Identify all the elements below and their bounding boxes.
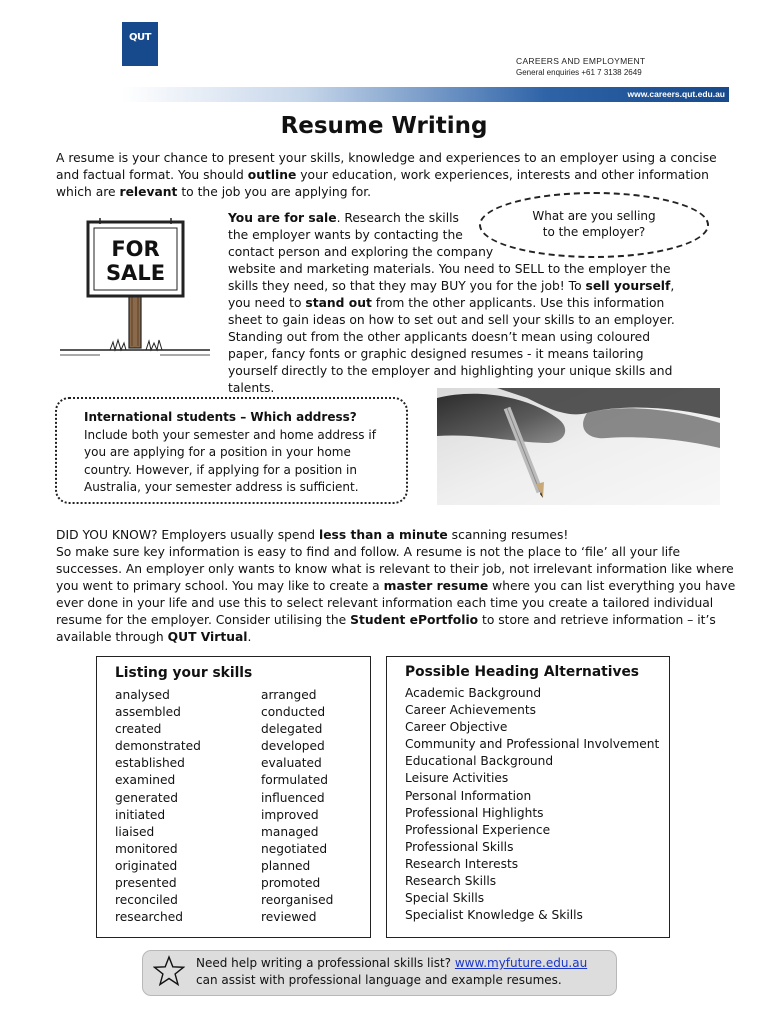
skill-item: reorganised xyxy=(261,893,334,908)
skill-item: assembled xyxy=(115,705,181,720)
heading-alternative-item: Specialist Knowledge & Skills xyxy=(405,908,583,923)
skills-heading: Listing your skills xyxy=(115,665,253,681)
skill-item: evaluated xyxy=(261,756,322,771)
page-title: Resume Writing xyxy=(280,113,488,139)
skill-item: originated xyxy=(115,858,178,873)
for-sale-sign-icon xyxy=(60,218,210,363)
heading-alternative-item: Personal Information xyxy=(405,788,532,803)
myfuture-link[interactable]: www.myfuture.edu.au xyxy=(454,956,588,970)
org-name: CAREERS AND EMPLOYMENT xyxy=(516,56,646,66)
skill-item: reconciled xyxy=(115,893,178,908)
heading-alternative-item: Educational Background xyxy=(405,754,554,769)
skill-item: established xyxy=(115,756,185,771)
skill-item: examined xyxy=(115,773,176,788)
skill-item: conducted xyxy=(261,705,326,720)
heading-alternative-item: Professional Skills xyxy=(405,839,514,854)
skill-item: arranged xyxy=(261,688,317,702)
did-you-know-paragraph: DID YOU KNOW? Employers usually spend less than a minute scanning resumes! So make sure key information is easy to find and follow. A resume is not the place to ‘file’ all your life successes. An employer only wants to know what is relevant to their job, not irrelevant information like where you went to primary school. You may like to create a master resume where you can list everything you have ever done in your life and use this to select relevant information each time you create a tailored individual resume for the employer. Consider utilising the Student ePortfolio to store and retrieve information – it’s available through QUT Virtual. xyxy=(56,528,736,644)
skill-item: negotiated xyxy=(261,841,328,856)
international-body: Include both your semester and home address if you are applying for a position in your home country. However, if applying for a position in Australia, your semester address is sufficient. xyxy=(84,427,376,494)
enquiries-phone: General enquiries +61 7 3138 2649 xyxy=(516,68,642,77)
skill-item: generated xyxy=(115,790,178,805)
heading-alternative-item: Career Objective xyxy=(405,720,508,735)
pencil-photo xyxy=(437,388,720,505)
headings-list xyxy=(405,685,659,924)
skill-item: researched xyxy=(115,910,183,925)
heading-alternative-item: Community and Professional Involvement xyxy=(405,737,660,752)
heading-alternative-item: Leisure Activities xyxy=(405,771,509,786)
skill-item: analysed xyxy=(115,688,170,702)
heading-alternative-item: Professional Highlights xyxy=(405,805,544,820)
skill-item: developed xyxy=(261,739,325,754)
heading-alternative-item: Research Skills xyxy=(405,874,497,889)
for-sale-paragraph: You are for sale. Research the skills the employer wants by contacting the contact person and exploring the company website and marketing materials. You need to SELL to the employer the skills they need, so that they may BUY you for the job! To sell yourself, you need to stand out from the other applicants. Use this information sheet to gain ideas on how to set out and sell your skills to an employer. Standing out from the other applicants doesn’t mean using coloured paper, fancy fonts or graphic designed resumes - it means tailoring yourself directly to the employer and highlighting your unique skills and talents. xyxy=(228,211,675,395)
skill-item: formulated xyxy=(261,773,329,788)
heading-alternative-item: Special Skills xyxy=(405,891,485,906)
listing-skills-box xyxy=(96,656,371,938)
skill-item: delegated xyxy=(261,722,323,737)
skill-item: demonstrated xyxy=(115,739,201,754)
international-heading: International students – Which address? xyxy=(84,410,357,424)
qut-logo: QUT xyxy=(122,22,158,66)
heading-alternative-item: Research Interests xyxy=(405,856,519,871)
skill-item: monitored xyxy=(115,841,178,856)
heading-alternative-item: Academic Background xyxy=(405,686,542,700)
skill-item: managed xyxy=(261,824,319,839)
skill-item: reviewed xyxy=(261,910,317,925)
sign-text-for: FOR xyxy=(111,237,160,261)
sign-text-sale: SALE xyxy=(105,261,166,285)
heading-alternative-item: Professional Experience xyxy=(405,822,551,837)
international-students-box xyxy=(55,397,408,504)
skills-column-2 xyxy=(261,687,333,926)
skill-item: improved xyxy=(261,807,319,822)
intro-paragraph: A resume is your chance to present your skills, knowledge and experiences to an employer using a concise and factual format. You should outline your education, work experiences, interests and other information which are relevant to the job you are applying for. xyxy=(56,151,717,199)
bubble-line-2: to the employer? xyxy=(542,225,646,239)
skill-item: influenced xyxy=(261,790,325,805)
skill-item: created xyxy=(115,722,162,737)
skill-item: promoted xyxy=(261,876,321,891)
heading-alternative-item: Career Achievements xyxy=(405,703,536,718)
skill-item: liaised xyxy=(115,824,155,839)
skill-item: initiated xyxy=(115,807,166,822)
heading-alternatives-box xyxy=(386,656,670,938)
star-icon xyxy=(153,955,185,987)
header-website-link[interactable]: www.careers.qut.edu.au xyxy=(627,89,725,99)
skill-item: presented xyxy=(115,876,177,891)
help-text: Need help writing a professional skills list? www.myfuture.edu.au can assist with professional language and example resumes. xyxy=(196,956,588,987)
bubble-line-1: What are you selling xyxy=(532,209,656,223)
headings-heading: Possible Heading Alternatives xyxy=(405,664,640,680)
skills-column-1 xyxy=(115,687,201,926)
selling-question-bubble xyxy=(479,192,709,258)
skill-item: planned xyxy=(261,858,311,873)
